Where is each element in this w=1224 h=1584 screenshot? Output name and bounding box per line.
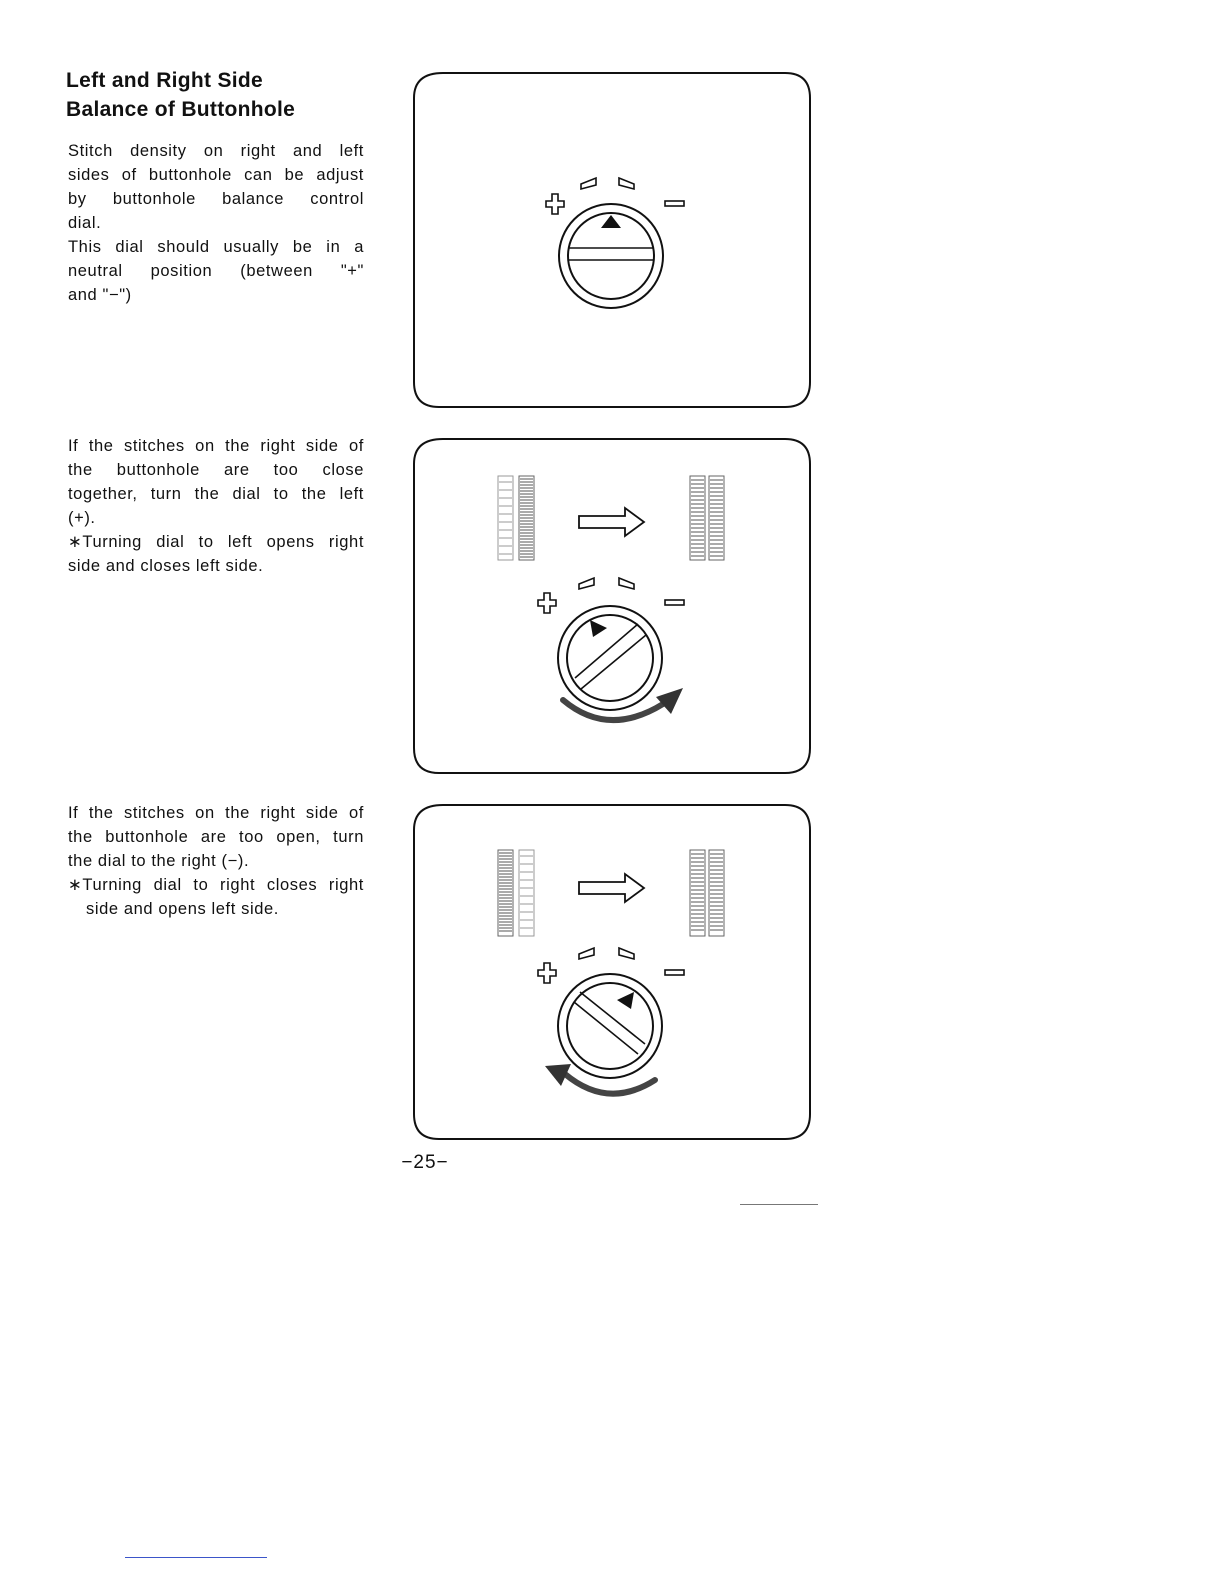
close-stitch-icon [619, 948, 634, 959]
section-2-text [68, 434, 364, 578]
title-line-1: Left and Right Side [66, 69, 264, 92]
text-line: and "−") [68, 286, 132, 304]
close-stitch-icon [619, 178, 634, 189]
bottom-link-rule [125, 1557, 267, 1558]
text-line: (+). [68, 509, 96, 527]
text-line: the dial to the right (−). [68, 852, 250, 870]
text-line: ∗Turning dial to right closes right [68, 876, 364, 894]
dial-pointer-icon [617, 992, 634, 1009]
stitch-before-icon [498, 476, 534, 560]
minus-icon [665, 600, 684, 605]
plus-icon [538, 593, 556, 613]
stitch-after-icon [690, 476, 724, 560]
text-line: side and closes left side. [68, 557, 264, 575]
balance-dial [558, 606, 662, 710]
figure-dial-turned-left [413, 438, 811, 774]
section-3-text [68, 801, 364, 921]
text-line: dial. [68, 214, 102, 232]
text-line: ∗Turning dial to left opens right [68, 533, 364, 551]
text-line: sides of buttonhole can be adjust [68, 166, 364, 184]
open-stitch-icon [579, 578, 594, 589]
close-stitch-icon [619, 578, 634, 589]
stitch-after-icon [690, 850, 724, 936]
rotate-arrow-icon [563, 688, 683, 720]
arrow-right-icon [579, 874, 644, 902]
stitch-before-icon [498, 850, 534, 936]
text-line: together, turn the dial to the left [68, 485, 364, 503]
text-line: This dial should usually be in a [68, 238, 364, 256]
text-line: If the stitches on the right side of [68, 437, 364, 455]
plus-icon [546, 194, 564, 214]
figure-dial-turned-right [413, 804, 811, 1140]
dial-pointer-icon [601, 215, 621, 228]
figure-dial-neutral [413, 72, 811, 408]
dial-pointer-icon [590, 620, 607, 637]
footer-rule [740, 1204, 818, 1205]
text-line: If the stitches on the right side of [68, 804, 364, 822]
page-number: −25− [401, 1152, 449, 1173]
minus-icon [665, 970, 684, 975]
arrow-right-icon [579, 508, 644, 536]
text-line: by buttonhole balance control [68, 190, 364, 208]
text-line: Stitch density on right and left [68, 142, 364, 160]
minus-icon [665, 201, 684, 206]
text-line: side and opens left side. [86, 900, 279, 918]
open-stitch-icon [581, 178, 596, 189]
section-1-text [68, 139, 364, 307]
text-line: the buttonhole are too open, turn [68, 828, 364, 846]
plus-icon [538, 963, 556, 983]
open-stitch-icon [579, 948, 594, 959]
page-title [66, 66, 386, 124]
text-line: neutral position (between "+" [68, 262, 364, 280]
balance-dial [559, 204, 663, 308]
balance-dial [558, 974, 662, 1078]
text-line: the buttonhole are too close [68, 461, 364, 479]
title-line-2: Balance of Buttonhole [66, 98, 296, 121]
